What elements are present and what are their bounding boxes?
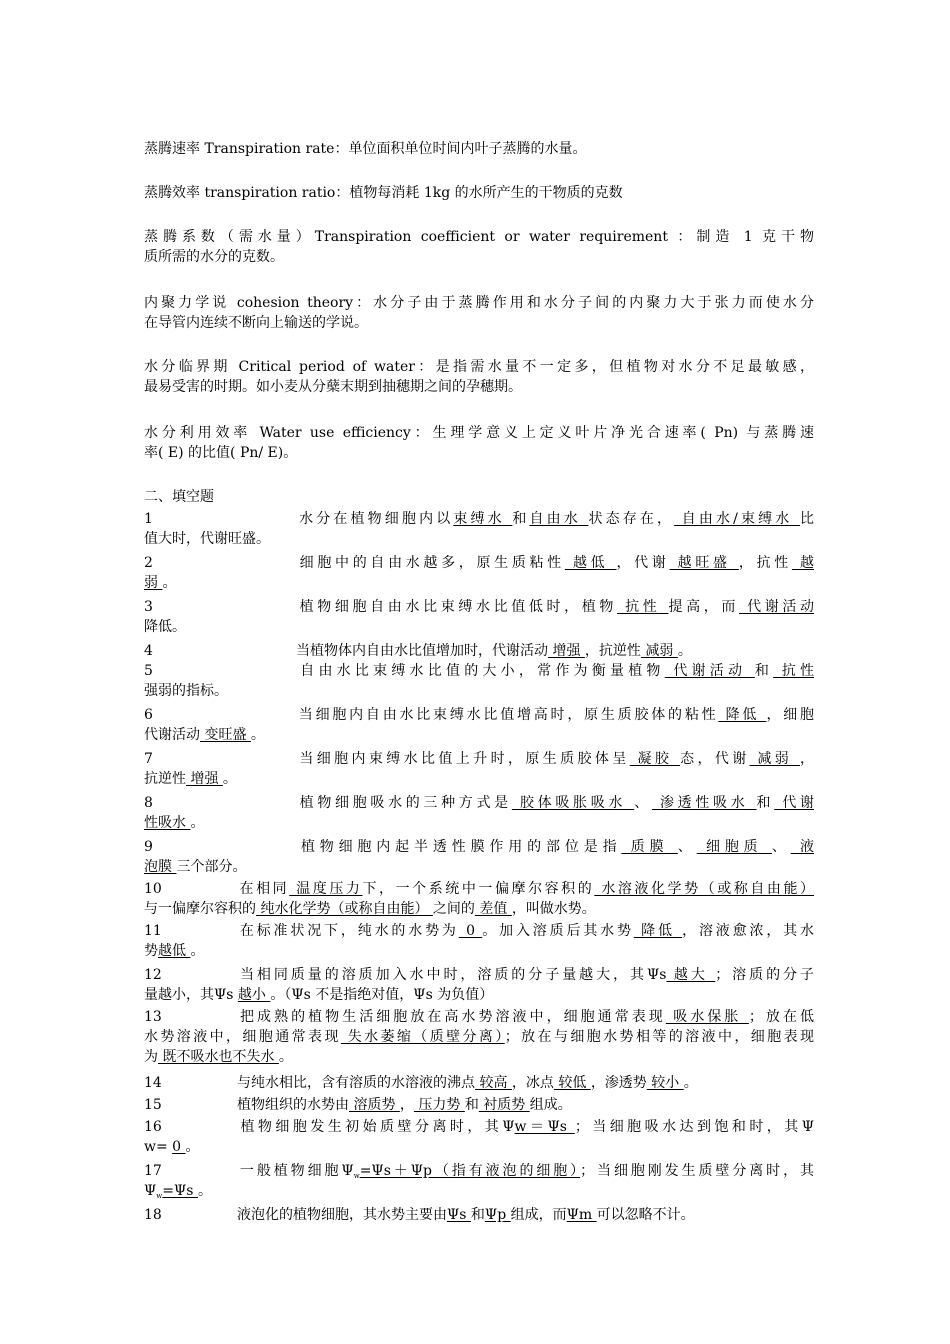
answer-blank: 液 [790, 839, 814, 855]
answer-blank: 渗透性吸水 [651, 795, 757, 811]
answer-blank: 水溶液化学势（或称自由能） [594, 881, 814, 897]
line-text: 在导管内连续不断向上输送的学说。 [144, 315, 368, 331]
line-text: 组成。 [529, 1097, 572, 1113]
question-number: 11 [144, 923, 162, 939]
answer-blank: 越 [791, 555, 814, 571]
definition-line [144, 424, 814, 442]
answer-blank: 越旺盛 [669, 555, 739, 571]
line-text: ；溶质的分子 [715, 967, 814, 983]
line-text: 状态存在， [588, 511, 675, 527]
line-text: 为 [144, 1049, 158, 1065]
line-text: ，溶液愈浓，其水 [682, 923, 814, 939]
line-text: ；放在与细胞水势相等的溶液中，细胞表现 [504, 1029, 814, 1045]
line-text: 植物细胞内起半透性膜作用的部位是指 [296, 839, 622, 855]
line-text: 植物组织的水势由 [237, 1097, 349, 1113]
question-number: 12 [144, 967, 162, 983]
answer-blank: 温度压力 [289, 881, 363, 897]
line-text: ；当细胞刚发生质壁分离时，其 [580, 1163, 814, 1179]
line-text: 二、填空题 [144, 489, 214, 505]
line-text: 。 [222, 771, 237, 787]
answer-blank: 降低 [633, 923, 683, 939]
line-text: 和 [754, 663, 774, 679]
question-item [144, 794, 814, 812]
answer-blank: 压力势 [413, 1097, 465, 1113]
line-text: 。（Ψs 不是指绝对值，Ψs 为负值） [270, 987, 494, 1003]
line-text: ，代谢 [616, 555, 670, 571]
line-text: 势 [144, 943, 158, 959]
answer-blank: w＝Ψs [514, 1119, 575, 1135]
question-item [144, 1008, 814, 1026]
line-text: 。 [162, 575, 177, 591]
line-text: 提高，而 [668, 599, 740, 615]
definition-line [144, 378, 814, 396]
answer-blank: 较低 [553, 1075, 591, 1091]
question-item-continued [144, 814, 814, 832]
answer-blank: Ψp [484, 1207, 511, 1223]
line-text: 和 [756, 795, 775, 811]
question-item [144, 662, 814, 680]
line-text: ， [399, 1097, 414, 1113]
definition-line [144, 444, 814, 462]
answer-blank: 泡膜 [144, 859, 177, 875]
question-item [144, 880, 814, 898]
question-item-continued [144, 858, 814, 876]
line-text: 率( E) 的比值( Pn/ E)。 [144, 445, 298, 461]
answer-blank: 束缚水 [453, 511, 513, 527]
line-text: ，抗性 [738, 555, 792, 571]
line-text: 量越小，其Ψs [144, 987, 238, 1003]
line-text: Ψ [144, 1183, 157, 1199]
question-number: 16 [144, 1119, 162, 1135]
line-text: 强弱的指标。 [144, 683, 228, 699]
answer-blank: 降低 [718, 707, 767, 723]
line-text: 代谢活动 [144, 727, 200, 743]
question-item-continued [144, 942, 814, 960]
question-number: 10 [144, 881, 162, 897]
answer-blank: 越低 [158, 943, 191, 959]
line-text: 当相同质量的溶质加入水中时，溶质的分子量越大，其Ψs [237, 967, 667, 983]
line-text: 。 [185, 1139, 200, 1155]
line-text: 和 [470, 1207, 485, 1223]
line-text: 。 [683, 1075, 698, 1091]
definition-line [144, 294, 814, 312]
answer-blank: 代谢活动 [739, 599, 814, 615]
line-text: 水分利用效率 Water use efficiency：生理学意义上定义叶片净光合速率( Pn) 与蒸腾速 [144, 425, 814, 441]
line-text: 、 [634, 795, 652, 811]
answer-blank: 较小 [646, 1075, 684, 1091]
line-text: 水分在植物细胞内以 [296, 511, 454, 527]
question-item [144, 1096, 814, 1114]
answer-blank: 代谢 [774, 795, 814, 811]
answer-blank: 变旺盛 [200, 727, 251, 743]
answer-blank: 增强 [186, 771, 223, 787]
answer-blank: 抗性 [617, 599, 669, 615]
question-number: 9 [144, 839, 153, 855]
answer-blank: 自由水 [529, 511, 589, 527]
question-item-continued [144, 900, 814, 918]
question-item-continued [144, 1182, 814, 1205]
answer-blank: 越低 [564, 555, 617, 571]
line-text: 降低。 [144, 619, 186, 635]
line-text: ，叫做水势。 [511, 901, 596, 917]
question-item-continued [144, 1138, 814, 1156]
question-item-continued [144, 682, 814, 700]
answer-blank: 减弱 [640, 643, 678, 659]
answer-blank: 衬质势 [478, 1097, 530, 1113]
line-text: ，冰点 [511, 1075, 554, 1091]
answer-blank: 减弱 [749, 751, 801, 767]
definition-line [144, 184, 814, 202]
question-number: 5 [144, 663, 153, 679]
question-item-continued [144, 726, 814, 744]
line-text: ，渗透势 [590, 1075, 647, 1091]
answer-blank: 性吸水 [144, 815, 191, 831]
question-number: 14 [144, 1075, 162, 1091]
line-text: 在标准状况下，纯水的水势为 [237, 923, 459, 939]
line-text: 质所需的水分的克数。 [144, 249, 284, 265]
line-text: 在相同 [237, 881, 290, 897]
definition-line [144, 314, 814, 332]
answer-blank: 越小 [237, 987, 271, 1003]
answer-blank: 0 [458, 923, 483, 939]
answer-blank: 自由水/束缚水 [674, 511, 801, 527]
answer-blank: =Ψs＋Ψp（指有液泡的细胞） [359, 1163, 581, 1179]
line-text: 与一偏摩尔容积的 [144, 901, 256, 917]
line-text: ；放在低 [748, 1009, 814, 1025]
line-text: 蒸腾效率 transpiration ratio：植物每消耗 1kg 的水所产生的干物质的克数 [144, 185, 623, 201]
line-text: 组成，而 [510, 1207, 567, 1223]
line-text: 最易受害的时期。如小麦从分蘖末期到抽穗期之间的孕穗期。 [144, 379, 522, 395]
question-item-continued [144, 574, 814, 592]
answer-blank: 差值 [474, 901, 512, 917]
answer-blank: 失水萎缩（质壁分离） [340, 1029, 505, 1045]
line-text: 。 [278, 1049, 293, 1065]
question-number: 13 [144, 1009, 162, 1025]
line-text: 和 [464, 1097, 479, 1113]
question-item [144, 750, 814, 768]
question-number: 2 [144, 555, 153, 571]
question-item [144, 1206, 814, 1224]
line-text: 比 [800, 511, 814, 527]
line-text: 可以忽略不计。 [596, 1207, 695, 1223]
line-text: 、 [677, 839, 697, 855]
answer-blank: 吸水保胀 [665, 1009, 749, 1025]
answer-blank: 凝胶 [629, 751, 681, 767]
answer-blank: 代谢活动 [664, 663, 755, 679]
line-text: 当细胞内自由水比束缚水比值增高时，原生质胶体的粘性 [296, 707, 719, 723]
line-text: 蒸腾系数（需水量）Transpiration coefficient or water requirement ：制造 1 克干物 [144, 229, 814, 245]
line-text: 和 [512, 511, 530, 527]
line-text: 内聚力学说 cohesion theory：水分子由于蒸腾作用和水分子间的内聚力大于张力而使水分 [144, 295, 814, 311]
question-item-continued [144, 530, 814, 548]
line-text: 自由水比束缚水比值的大小，常作为衡量植物 [296, 663, 665, 679]
question-number: 15 [144, 1097, 162, 1113]
answer-blank: 质膜 [621, 839, 678, 855]
question-number: 3 [144, 599, 153, 615]
line-text: 。 [197, 1183, 212, 1199]
definition-line [144, 140, 814, 158]
line-text: 一般植物细胞Ψ [237, 1163, 354, 1179]
line-text: 、 [771, 839, 791, 855]
question-item [144, 1118, 814, 1136]
question-number: 7 [144, 751, 153, 767]
question-item [144, 642, 814, 660]
line-text: 下，一个系统中一偏摩尔容积的 [362, 881, 595, 897]
line-text: 三个部分。 [176, 859, 247, 875]
definition-line [144, 358, 814, 376]
answer-blank: 增强 [548, 643, 585, 659]
question-item [144, 838, 814, 856]
answer-blank: 细胞质 [696, 839, 772, 855]
line-text: 植物细胞自由水比束缚水比值低时，植物 [296, 599, 618, 615]
definition-line [144, 248, 814, 266]
subscript: w [353, 1172, 360, 1180]
question-number: 1 [144, 511, 153, 527]
question-number: 4 [144, 643, 153, 659]
answer-blank: 弱 [144, 575, 163, 591]
question-item-continued [144, 618, 814, 636]
subscript: w [156, 1192, 163, 1200]
question-item [144, 922, 814, 940]
question-item-continued [144, 770, 814, 788]
answer-blank: Ψs [447, 1207, 471, 1223]
line-text: ，抗逆性 [584, 643, 641, 659]
line-text: 抗逆性 [144, 771, 186, 787]
line-text: 。 [190, 815, 205, 831]
question-item [144, 966, 814, 984]
definition-line [144, 228, 814, 246]
answer-blank: =Ψs [162, 1183, 198, 1199]
question-item-continued [144, 986, 814, 1004]
line-text: 植物细胞发生初始质壁分离时，其Ψ [237, 1119, 515, 1135]
question-item [144, 510, 814, 528]
line-text: ， [800, 751, 814, 767]
line-text: 植物细胞吸水的三种方式是 [296, 795, 512, 811]
line-text: ，细胞 [766, 707, 814, 723]
question-item [144, 598, 814, 616]
question-number: 8 [144, 795, 153, 811]
section-title [144, 488, 814, 506]
answer-blank: 溶质势 [349, 1097, 400, 1113]
question-number: 17 [144, 1163, 162, 1179]
line-text: 把成熟的植物生活细胞放在高水势溶液中，细胞通常表现 [237, 1009, 666, 1025]
line-text: 当细胞内束缚水比值上升时，原生质胶体呈 [296, 751, 630, 767]
question-item [144, 1074, 814, 1092]
question-item [144, 554, 814, 572]
line-text: 液泡化的植物细胞，其水势主要由 [237, 1207, 447, 1223]
line-text: 值大时，代谢旺盛。 [144, 531, 270, 547]
question-item-continued [144, 1048, 814, 1066]
question-number: 18 [144, 1207, 162, 1223]
answer-blank: 既不吸水也不失水 [158, 1049, 279, 1065]
answer-blank: 纯水化学势（或称自由能） [256, 901, 433, 917]
answer-blank: 抗性 [773, 663, 814, 679]
line-text: 。 [677, 643, 692, 659]
answer-blank: 0 [172, 1139, 186, 1155]
line-text: 当植物体内自由水比值增加时，代谢活动 [296, 643, 548, 659]
line-text: 水势溶液中，细胞通常表现 [144, 1029, 341, 1045]
line-text: 。 [190, 943, 205, 959]
line-text: 细胞中的自由水越多，原生质粘性 [296, 555, 565, 571]
answer-blank: 胶体吸胀吸水 [511, 795, 635, 811]
answer-blank: Ψm [566, 1207, 597, 1223]
question-number: 6 [144, 707, 153, 723]
question-item [144, 706, 814, 724]
line-text: 蒸腾速率 Transpiration rate：单位面积单位时间内叶子蒸腾的水量。 [144, 141, 587, 157]
answer-blank: 越大 [666, 967, 716, 983]
line-text: 与纯水相比，含有溶质的水溶液的沸点 [237, 1075, 475, 1091]
question-item-continued [144, 1028, 814, 1046]
answer-blank: 较高 [475, 1075, 512, 1091]
line-text: 态，代谢 [680, 751, 750, 767]
line-text: 水分临界期 Critical period of water：是指需水量不一定多，但植物对水分不足最敏感， [144, 359, 814, 375]
line-text: w= [144, 1139, 173, 1155]
line-text: ；当细胞吸水达到饱和时，其Ψ [574, 1119, 814, 1135]
line-text: 。加入溶质后其水势 [482, 923, 634, 939]
line-text: 。 [250, 727, 265, 743]
line-text: 之间的 [432, 901, 475, 917]
